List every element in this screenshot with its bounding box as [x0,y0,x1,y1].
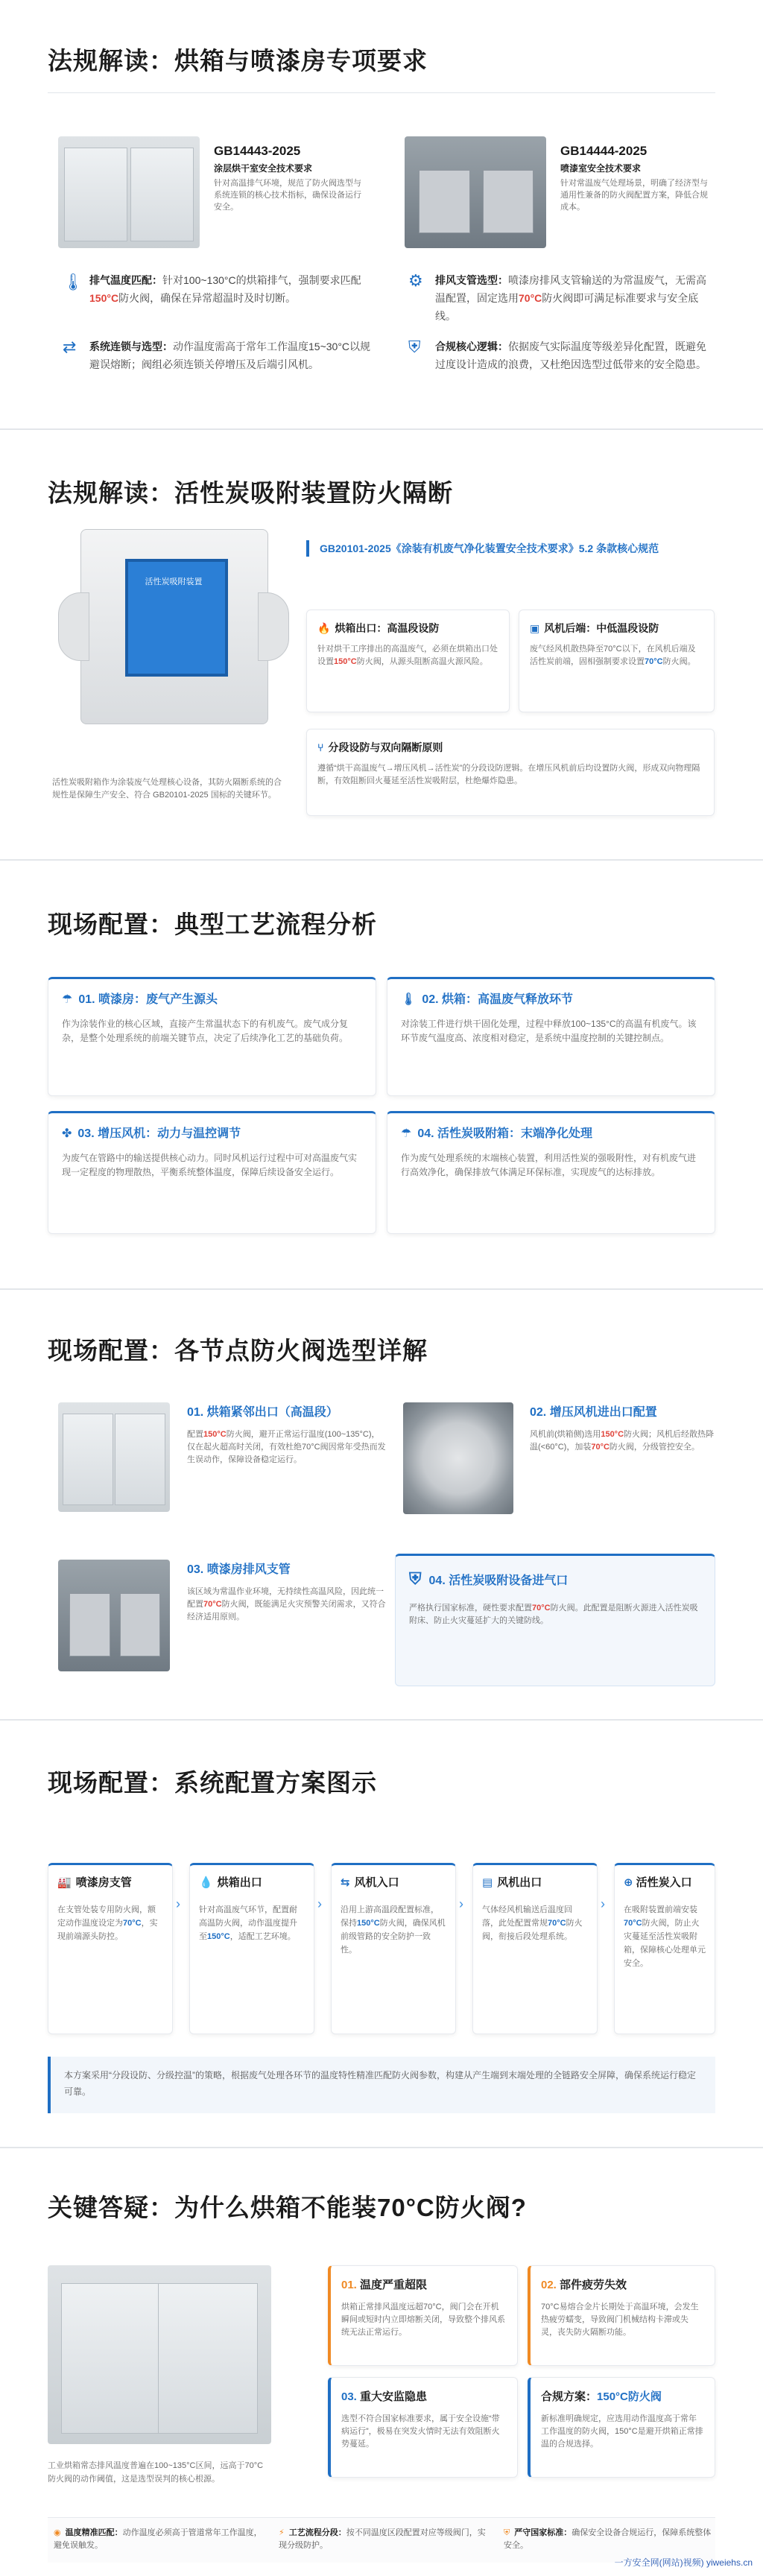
s1-item-1 [63,271,376,307]
process-card-1-text: 作为涂装作业的核心区域，直接产生常温状态下的有机废气。废气成分复杂，是整个处理系统的前端关键节点，决定了后续净化工艺的基础负荷。 [62,1019,349,1043]
s1-item-2-text-b: 防火阀即可满足标准要求与安全底线。 [435,292,699,322]
config-col-1-name: 喷漆房支管 [75,1876,132,1889]
config-col-3-text: 沿用上游高温段配置标准，保持 [341,1905,439,1928]
config-col-4-text: 气体经风机输送后温度回落，此处配置常规 [482,1905,572,1928]
node3-photo [58,1560,170,1671]
section6-title: 关键答疑：为什么烘箱不能装70°C防火阀? [48,2194,527,2221]
s2-box-2-title: 风机后端：中低温段设防 [544,622,659,634]
s2-box-2-text: 废气经风机散热降至70°C以下，在风机后端及活性炭前端，固相强制要求设置 [530,645,696,666]
s6-caption: 工业烘箱常态排风温度普遍在100~135°C区间，远高于70°C防火阀的动作阈值，这是选型误判的核心根源。 [48,2461,264,2484]
qa-card-2-num: 02. [541,2279,557,2291]
config-col-3 [331,1863,456,2034]
qa-card-1-num: 01. [341,2279,357,2291]
tag-2 [279,2527,487,2552]
filter-icon: ⊕ [624,1876,633,1889]
node-2 [530,1402,716,1454]
s5-summary-text: 本方案采用“分段设防、分级控温”的策略，根据废气处理各环节的温度特性精准匹配防火阀参数，构建从产生端到末端处理的全链路安全屏障，确保系统运行稳定可靠。 [64,2070,696,2097]
qa-card-2 [528,2265,715,2366]
process-card-4-text: 作为废气处理系统的末端核心装置，利用活性炭的强吸附性，对有机废气进行高效净化，确保排放气体满足环保标准，实现废气的达标排放。 [401,1153,697,1177]
node-2-hl2: 70°C [591,1443,610,1452]
s1-item-4-label: 合规核心逻辑： [435,341,508,352]
umbrella-icon: ☂ [401,1127,412,1140]
s1-item-3 [63,338,376,373]
qa-card-3 [328,2377,518,2478]
s2-box-3 [306,729,715,816]
process-card-4-num: 04. [417,1127,434,1140]
s2-box-2-text-b: 防火阀。 [662,657,696,666]
qa-card-4 [528,2377,715,2478]
node-3 [187,1560,387,1624]
node-1-num: 01. [187,1406,204,1419]
qa-card-4-name: 合规方案： [541,2390,598,2403]
thermometer-icon: 🌡 [63,273,83,291]
s2-box-1 [306,610,510,712]
config-col-5-text-b: 防火阀，防止火灾蔓延至活性炭吸附箱，保障核心处理单元安全。 [624,1919,706,1968]
node2-photo [403,1402,513,1514]
s1-item-3-label: 系统连锁与选型： [89,341,173,352]
s2-std-title: GB20101-2025《涂装有机废气净化装置安全技术要求》5.2 条款核心规范 [320,542,659,554]
s2-box-1-text: 针对烘干工序排出的高温废气，必须在烘箱出口处设置 [317,645,498,666]
divider-2 [0,859,763,861]
section4-title: 现场配置：各节点防火阀选型详解 [48,1337,428,1364]
node-2-text: 风机前(烘箱侧)选用 [530,1430,601,1439]
node-4-text-b: 防火阀。此配置是阻断火源进入活性炭吸附床、防止火灾蔓延扩大的关键防线。 [409,1604,698,1625]
arrow-icon: › [176,1896,180,1911]
process-card-3-text: 为废气在管路中的输送提供核心动力。同时风机运行过程中可对高温废气实现一定程度的物理散热，平衡系统整体温度，保障后续设备安全运行。 [62,1153,358,1177]
config-col-5-text: 在吸附装置前端安装 [624,1905,697,1914]
process-card-3 [48,1111,376,1234]
tag-1-title: 温度精准匹配： [65,2528,123,2537]
flow-icon: ⚡ [279,2528,285,2537]
node-1 [187,1402,387,1466]
window-icon: ▤ [482,1876,493,1889]
config-col-1-text-b: ，实现前端源头防控。 [57,1919,158,1941]
config-col-2 [189,1863,314,2034]
config-col-1-text: 在支管处装专用防火阀，额定动作温度设定为 [57,1905,156,1928]
std-right-code: GB14444-2025 [560,144,648,158]
s1-item-2 [408,271,714,325]
s2-box-3-title: 分段设防与双向隔断原则 [328,741,443,753]
node-1-hl: 150°C [203,1430,227,1439]
node-1-text-b: 防火阀，避开正常运行温度(100~135°C)，仅在起火超高时关闭，有效杜绝70°C阀因常年受热而发生误动作，保障设备稳定运行。 [187,1430,386,1464]
qa-card-2-text: 70°C易熔合金片长期处于高温环境，会发生热疲劳蠕变，导致阀门机械结构卡滞或失灵，丧失防火隔断功能。 [541,2303,699,2337]
process-card-4-name: 活性炭吸附箱：末端净化处理 [437,1127,593,1140]
carbon-device [58,522,289,738]
process-card-2-num: 02. [422,993,439,1006]
node-3-text-b: 防火阀，既能满足火灾预警关闭需求，又符合经济适用原则。 [187,1600,386,1621]
config-col-3-text-b: 防火阀，确保风机前级管路的安全防护一致性。 [341,1919,446,1955]
flame-icon: 🔥 [317,622,331,634]
std-right [560,144,713,213]
oven-photo [58,136,200,248]
tag-1-text: 动作温度必须高于管道常年工作温度，避免误触发。 [54,2528,262,2550]
node-4-name: 活性炭吸附设备进气口 [449,1575,569,1587]
node-2-text-b: 防火阀；风机后经散热降温(<60°C)，加装 [530,1430,715,1452]
node-3-text: 该区域为常温作业环境，无持续性高温风险，因此统一配置 [187,1587,384,1609]
node-3-hl: 70°C [203,1600,222,1609]
tag-1 [54,2527,262,2552]
shield-icon: ⛨ [409,1569,422,1588]
config-col-2-text: 针对高温废气环节，配置耐高温防火阀，动作温度提升至 [199,1905,297,1941]
config-col-3-name: 风机入口 [354,1876,399,1889]
std-left [214,144,367,213]
process-card-2-text: 对涂装工件进行烘干固化处理，过程中释放100~135°C的高温有机废气。该环节废气温度高、浓度相对稳定，是系统中温度控制的关键控制点。 [401,1019,697,1043]
process-card-3-num: 03. [77,1127,95,1140]
qa-card-3-text: 选型不符合国家标准要求，属于安全设施“带病运行”，极易在突发火情时无法有效阻断火势蔓延。 [341,2414,500,2449]
config-col-3-hl: 150°C [357,1919,380,1928]
node-2-hl: 150°C [601,1430,624,1439]
process-card-2 [387,977,715,1096]
section1-underline [48,92,715,93]
s6-oven-photo [48,2265,271,2444]
drop-icon: 💧 [199,1876,213,1889]
s1-item-3-text: 动作温度需高于常年工作温度15~30°C以规避误熔断；阀组必须连锁关停增压及后端引风机。 [89,341,371,370]
swap-icon: ⇆ [341,1876,350,1889]
gear-icon: ⚙ [408,271,423,290]
process-card-1-num: 01. [78,993,95,1006]
s5-summary [48,2057,715,2113]
std-right-desc: 针对常温废气处理场景，明确了经济型与通用性兼备的防火阀配置方案，降低合规成本。 [560,179,708,212]
s1-item-2-label: 排风支管选型： [435,274,508,286]
config-col-2-hl: 150°C [207,1932,230,1941]
s2-box-2 [519,610,715,712]
config-col-2-text-b: ，适配工艺环境。 [229,1932,296,1941]
qa-card-3-num: 03. [341,2390,357,2403]
config-col-5 [614,1863,715,2034]
tag-3-title: 严守国家标准： [514,2528,572,2537]
s1-item-4-text: 依据废气实际温度等级差异化配置，既避免过度设计造成的浪费，又杜绝因选型过低带来的安全隐患。 [435,341,706,370]
shield-icon: ⛨ [504,2528,510,2537]
tag-3-text: 确保安全设备合规运行，保障系统整体安全。 [504,2528,712,2550]
qa-card-4-text: 新标准明确规定，应选用动作温度高于常年工作温度的防火阀，150°C是避开烘箱正常排温的合规选择。 [541,2414,703,2449]
node-2-text-c: 防火阀，分级管控安全。 [609,1443,700,1452]
divider-1 [0,428,763,430]
config-col-1 [48,1863,173,2034]
node-4-num: 04. [428,1575,446,1587]
node-4 [395,1554,715,1686]
qa-card-2-name: 部件疲劳失效 [560,2279,627,2291]
node-3-name: 喷漆房排风支管 [206,1563,291,1576]
arrow-icon: › [317,1896,322,1911]
tag-2-title: 工艺流程分段： [288,2528,346,2537]
process-card-4 [387,1111,715,1234]
qa-card-1 [328,2265,518,2366]
section3-title: 现场配置：典型工艺流程分析 [48,911,377,938]
process-card-1 [48,977,376,1096]
config-col-4-text-b: 防火阀，衔接后段处理系统。 [482,1919,583,1941]
config-col-1-hl: 70°C [123,1919,142,1928]
s1-item-4 [408,338,714,373]
s2-box-1-title: 烘箱出口：高温段设防 [335,622,440,634]
config-col-4-name: 风机出口 [497,1876,542,1889]
device-label: 活性炭吸附装置 [145,577,203,586]
branch-icon: ⑂ [317,741,324,753]
tag-2-text: 按不同温度区段配置对应等级阀门，实现分级防护。 [279,2528,486,2550]
std-left-desc: 针对高温排气环境，规范了防火阀选型与系统连锁的核心技术指标，确保设备运行安全。 [214,179,361,212]
qa-card-3-name: 重大安监隐患 [360,2390,428,2403]
config-col-5-hl: 70°C [624,1919,642,1928]
s1-item-1-text-b: 防火阀，确保在异常超温时及时切断。 [118,292,297,304]
qa-card-1-text: 烘箱正常排风温度远超70°C，阀门会在开机瞬间或短时内立即熔断关闭，导致整个排风系统无法正常运行。 [341,2303,505,2337]
qa-card-1-name: 温度严重超限 [360,2279,428,2291]
s1-item-1-text: 针对100~130°C的烘箱排气，强制要求匹配 [162,274,361,286]
s2-box-2-hl: 70°C [645,657,663,666]
config-col-5-name: 活性炭入口 [636,1876,692,1889]
arrow-icon: › [459,1896,463,1911]
s1-item-1-label: 排气温度匹配： [89,274,162,286]
shield-icon: ⛨ [408,338,421,356]
divider-3 [0,1288,763,1290]
section2-title: 法规解读：活性炭吸附装置防火隔断 [48,479,453,507]
s2-box-1-text-b: 防火阀，从源头阻断高温火源风险。 [356,657,488,666]
std-left-name: 涂层烘干室安全技术要求 [214,163,313,174]
arrow-icon: › [601,1896,605,1911]
config-col-4-hl: 70°C [548,1919,566,1928]
spray-icon: ☂ [62,993,73,1006]
s2-standard [306,540,722,557]
node-4-hl: 70°C [532,1604,551,1613]
process-card-3-name: 增压风机：动力与温控调节 [98,1127,241,1140]
target-icon: ◉ [54,2528,61,2537]
watermark: 一方安全网(网站)视频) yiweiehs.cn [614,2557,753,2568]
link-icon: ⇄ [63,338,77,356]
booth-photo [405,136,546,248]
s2-box-3-text: 遵循“烘干高温废气→增压风机→活性炭”的分段设防逻辑。在增压风机前后均设置防火阀，形成双向物理隔断，有效阻断回火蔓延至活性炭吸附层，杜绝爆炸隐患。 [317,764,700,785]
config-col-4 [472,1863,598,2034]
s2-caption: 活性炭吸附箱作为涂装废气处理核心设备，其防火隔断系统的合规性是保障生产安全、符合 GB20101-2025 国标的关键环节。 [52,778,282,800]
process-card-1-name: 喷漆房：废气产生源头 [98,993,218,1006]
node-2-name: 增压风机进出口配置 [549,1406,657,1419]
node-4-text: 严格执行国家标准，硬性要求配置 [409,1604,532,1613]
fan-icon: ▣ [530,622,540,634]
factory-icon: 🏭 [57,1876,72,1889]
node-1-text: 配置 [187,1430,203,1439]
s1-item-2-text: 喷漆房排风支管输送的为常温废气，无需高温配置，固定选用 [435,274,706,304]
fan-icon: ✤ [62,1127,72,1140]
node-2-num: 02. [530,1406,547,1419]
config-col-2-name: 烘箱出口 [217,1876,262,1889]
std-left-code: GB14443-2025 [214,144,301,158]
s1-item-2-hl: 70°C [519,292,542,304]
node-3-num: 03. [187,1563,204,1576]
divider-5 [0,2147,763,2148]
section5-title: 现场配置：系统配置方案图示 [48,1769,377,1797]
std-right-name: 喷漆室安全技术要求 [560,163,642,174]
s1-item-1-hl: 150°C [89,292,119,304]
node-1-name: 烘箱紧邻出口（高温段） [206,1406,338,1419]
qa-card-4-hl: 150°C防火阀 [597,2390,662,2403]
thermometer-icon: 🌡 [401,993,417,1006]
process-card-2-name: 烘箱：高温废气释放环节 [442,993,574,1006]
s2-box-1-hl: 150°C [334,657,357,666]
tag-3 [504,2527,712,2552]
divider-4 [0,1719,763,1721]
section1-title: 法规解读：烘箱与喷漆房专项要求 [48,47,428,75]
node1-photo [58,1402,170,1512]
